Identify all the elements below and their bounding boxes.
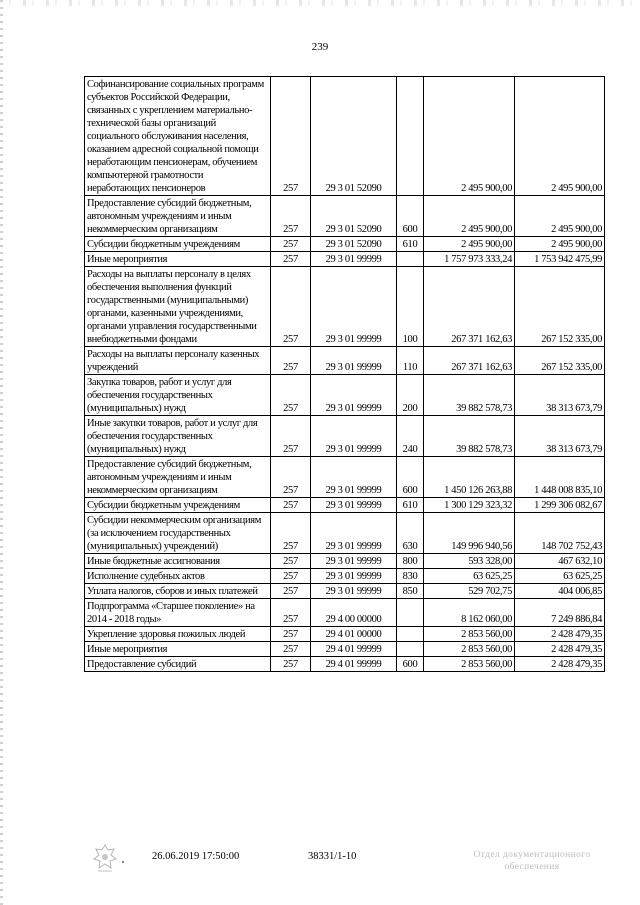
row-amount-planned-cell: 267 371 162,63 [424, 347, 515, 375]
row-code-cell: 257 [271, 375, 311, 416]
row-name-cell: Субсидии некоммерческим организациям (за исключением государственных (муниципальных) учреждений) [85, 513, 271, 554]
row-name-cell: Иные мероприятия [85, 642, 271, 657]
scan-dot [122, 861, 124, 863]
watermark-stamp [452, 849, 612, 873]
row-code-cell: 257 [271, 584, 311, 599]
row-target-article-cell: 29 3 01 99999 [311, 569, 397, 584]
row-amount-planned-cell: 63 625,25 [424, 569, 515, 584]
table-row [85, 416, 605, 457]
row-target-article-cell: 29 3 01 99999 [311, 498, 397, 513]
row-amount-planned-cell: 2 495 900,00 [424, 237, 515, 252]
row-target-article-cell: 29 3 01 99999 [311, 252, 397, 267]
row-amount-planned-cell: 39 882 578,73 [424, 375, 515, 416]
row-target-article-cell: 29 3 01 99999 [311, 584, 397, 599]
row-target-article-cell: 29 3 01 99999 [311, 416, 397, 457]
row-name-cell: Субсидии бюджетным учреждениям [85, 237, 271, 252]
row-expense-type-cell: 600 [397, 196, 424, 237]
row-name-cell: Софинансирование социальных программ субъектов Российской Федерации, связанных с укреплением материально-технической базы организаций социального обслуживания населения, оказанием адресной социальной помощи неработающим пенсионерам, обучением компьютерной грамотности неработающих пенсионеров [85, 77, 271, 196]
row-amount-executed-cell: 267 152 335,00 [515, 267, 605, 347]
row-expense-type-cell [397, 77, 424, 196]
row-expense-type-cell: 600 [397, 657, 424, 672]
row-code-cell: 257 [271, 416, 311, 457]
row-amount-executed-cell: 1 299 306 082,67 [515, 498, 605, 513]
row-amount-executed-cell: 1 753 942 475,99 [515, 252, 605, 267]
table-row [85, 77, 605, 196]
row-code-cell: 257 [271, 554, 311, 569]
table-row [85, 237, 605, 252]
row-amount-planned-cell: 593 328,00 [424, 554, 515, 569]
row-target-article-cell: 29 4 01 00000 [311, 627, 397, 642]
row-amount-executed-cell: 63 625,25 [515, 569, 605, 584]
row-amount-planned-cell: 1 450 126 263,88 [424, 457, 515, 498]
row-expense-type-cell [397, 627, 424, 642]
row-expense-type-cell: 830 [397, 569, 424, 584]
row-expense-type-cell: 600 [397, 457, 424, 498]
row-amount-planned-cell: 2 495 900,00 [424, 77, 515, 196]
row-target-article-cell: 29 3 01 99999 [311, 267, 397, 347]
row-code-cell: 257 [271, 196, 311, 237]
row-amount-planned-cell: 2 853 560,00 [424, 642, 515, 657]
row-amount-executed-cell: 2 428 479,35 [515, 627, 605, 642]
row-target-article-cell: 29 4 00 00000 [311, 599, 397, 627]
row-expense-type-cell: 630 [397, 513, 424, 554]
row-name-cell: Закупка товаров, работ и услуг для обеспечения государственных (муниципальных) нужд [85, 375, 271, 416]
row-amount-planned-cell: 2 853 560,00 [424, 657, 515, 672]
row-amount-executed-cell: 148 702 752,43 [515, 513, 605, 554]
row-name-cell: Уплата налогов, сборов и иных платежей [85, 584, 271, 599]
row-expense-type-cell: 850 [397, 584, 424, 599]
row-expense-type-cell: 610 [397, 237, 424, 252]
table-row [85, 599, 605, 627]
row-amount-planned-cell: 39 882 578,73 [424, 416, 515, 457]
row-expense-type-cell: 240 [397, 416, 424, 457]
table-row [85, 513, 605, 554]
row-amount-executed-cell: 38 313 673,79 [515, 375, 605, 416]
watermark-stamp-line: Отдел документационного [473, 850, 591, 860]
row-name-cell: Субсидии бюджетным учреждениям [85, 498, 271, 513]
row-name-cell: Предоставление субсидий [85, 657, 271, 672]
row-amount-planned-cell: 2 853 560,00 [424, 627, 515, 642]
row-amount-executed-cell: 2 428 479,35 [515, 642, 605, 657]
row-target-article-cell: 29 3 01 99999 [311, 554, 397, 569]
row-name-cell: Расходы на выплаты персоналу казенных учреждений [85, 347, 271, 375]
row-code-cell: 257 [271, 347, 311, 375]
row-code-cell: 257 [271, 569, 311, 584]
row-amount-executed-cell: 38 313 673,79 [515, 416, 605, 457]
row-amount-executed-cell: 1 448 008 835,10 [515, 457, 605, 498]
row-amount-executed-cell: 467 632,10 [515, 554, 605, 569]
row-amount-planned-cell: 1 757 973 333,24 [424, 252, 515, 267]
footer-datetime: 26.06.2019 17:50:00 [152, 851, 240, 862]
row-name-cell: Иные бюджетные ассигнования [85, 554, 271, 569]
footer [0, 849, 640, 879]
row-amount-executed-cell: 2 428 479,35 [515, 657, 605, 672]
row-code-cell: 257 [271, 498, 311, 513]
row-amount-executed-cell: 2 495 900,00 [515, 196, 605, 237]
scan-edge-artifact [0, 0, 640, 6]
table-row [85, 569, 605, 584]
row-expense-type-cell: 610 [397, 498, 424, 513]
row-target-article-cell: 29 4 01 99999 [311, 657, 397, 672]
table-row [85, 554, 605, 569]
row-name-cell: Подпрограмма «Старшее поколение» на 2014 - 2018 годы» [85, 599, 271, 627]
row-name-cell: Исполнение судебных актов [85, 569, 271, 584]
row-target-article-cell: 29 3 01 99999 [311, 457, 397, 498]
emblem-seal-icon [92, 843, 118, 873]
row-code-cell: 257 [271, 513, 311, 554]
budget-table-body [85, 77, 605, 672]
row-amount-planned-cell: 149 996 940,56 [424, 513, 515, 554]
row-expense-type-cell [397, 252, 424, 267]
table-row [85, 627, 605, 642]
table-row [85, 657, 605, 672]
table-row [85, 196, 605, 237]
table-row [85, 267, 605, 347]
row-expense-type-cell [397, 599, 424, 627]
table-row [85, 584, 605, 599]
row-amount-planned-cell: 8 162 060,00 [424, 599, 515, 627]
row-name-cell: Укрепление здоровья пожилых людей [85, 627, 271, 642]
row-amount-executed-cell: 404 006,85 [515, 584, 605, 599]
row-amount-planned-cell: 529 702,75 [424, 584, 515, 599]
row-target-article-cell: 29 3 01 99999 [311, 375, 397, 416]
table-row [85, 375, 605, 416]
watermark-stamp-line: обеспечения [504, 862, 560, 872]
row-target-article-cell: 29 3 01 52090 [311, 77, 397, 196]
row-target-article-cell: 29 3 01 52090 [311, 196, 397, 237]
row-expense-type-cell: 800 [397, 554, 424, 569]
row-code-cell: 257 [271, 267, 311, 347]
row-amount-executed-cell: 2 495 900,00 [515, 77, 605, 196]
row-code-cell: 257 [271, 237, 311, 252]
row-code-cell: 257 [271, 642, 311, 657]
row-target-article-cell: 29 4 01 99999 [311, 642, 397, 657]
row-target-article-cell: 29 3 01 99999 [311, 347, 397, 375]
row-name-cell: Иные мероприятия [85, 252, 271, 267]
row-code-cell: 257 [271, 77, 311, 196]
table-row [85, 498, 605, 513]
row-expense-type-cell: 200 [397, 375, 424, 416]
budget-table [84, 76, 605, 672]
row-amount-planned-cell: 2 495 900,00 [424, 196, 515, 237]
table-row [85, 347, 605, 375]
row-amount-executed-cell: 267 152 335,00 [515, 347, 605, 375]
row-target-article-cell: 29 3 01 99999 [311, 513, 397, 554]
table-row [85, 642, 605, 657]
row-amount-planned-cell: 267 371 162,63 [424, 267, 515, 347]
row-name-cell: Предоставление субсидий бюджетным, автономным учреждениям и иным некоммерческим организациям [85, 457, 271, 498]
row-expense-type-cell: 100 [397, 267, 424, 347]
table-row [85, 252, 605, 267]
row-code-cell: 257 [271, 627, 311, 642]
row-target-article-cell: 29 3 01 52090 [311, 237, 397, 252]
row-code-cell: 257 [271, 457, 311, 498]
page-number: 239 [311, 41, 329, 53]
row-code-cell: 257 [271, 252, 311, 267]
row-amount-executed-cell: 2 495 900,00 [515, 237, 605, 252]
row-expense-type-cell [397, 642, 424, 657]
row-name-cell: Иные закупки товаров, работ и услуг для обеспечения государственных (муниципальных) нужд [85, 416, 271, 457]
scan-edge-artifact [0, 0, 3, 905]
row-name-cell: Расходы на выплаты персоналу в целях обеспечения выполнения функций государственными (муниципальными) органами, казенными учреждениями, органами управления государственными внебюджетными фондами [85, 267, 271, 347]
row-amount-planned-cell: 1 300 129 323,32 [424, 498, 515, 513]
footer-document-number: 38331/1-10 [308, 851, 357, 862]
row-expense-type-cell: 110 [397, 347, 424, 375]
row-amount-executed-cell: 7 249 886,84 [515, 599, 605, 627]
row-name-cell: Предоставление субсидий бюджетным, автономным учреждениям и иным некоммерческим организациям [85, 196, 271, 237]
row-code-cell: 257 [271, 657, 311, 672]
table-row [85, 457, 605, 498]
row-code-cell: 257 [271, 599, 311, 627]
